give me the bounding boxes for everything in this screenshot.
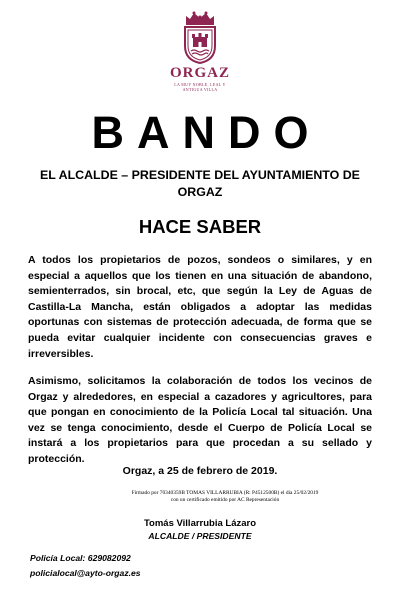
logo-town-name: ORGAZ — [169, 65, 230, 81]
document-date: Orgaz, a 25 de febrero de 2019. — [122, 465, 278, 477]
logo-motto: LA MUY NOBLE, LEAL Y ANTIGUA VILLA — [174, 82, 226, 92]
body-paragraph-1: A todos los propietarios de pozos, sondeos o similares, y en especial a aquellos que los tienen en una situación de abandono, semienterrados, sin brocal, etc, que según la Ley de Aguas de Castilla-La Mancha, están obligados a adoptar las medidas oportunas con sistemas de protección adecuada, de forma que se pueda evitar cualquier incidente con consecuencias graves e irreversibles. — [28, 254, 372, 360]
signer-role: ALCALDE / PRESIDENTE — [148, 531, 252, 541]
coat-of-arms-icon — [180, 10, 220, 64]
police-email: policialocal@ayto-orgaz.es — [30, 568, 141, 578]
town-logo — [168, 10, 232, 106]
digital-signature-stamp: Firmado por 70340359B TOMAS VILLARRUBIA (R: P4512500B) el día 25/02/2019 con un certificado emitido por AC Representación — [131, 490, 319, 503]
document-subtitle: EL ALCALDE – PRESIDENTE DEL AYUNTAMIENTO DE ORGAZ — [40, 168, 360, 199]
document-title: BANDO — [91, 107, 322, 158]
signer-name: Tomás Villarrubia Lázaro — [143, 518, 257, 529]
police-phone: Policía Local: 629082092 — [30, 553, 131, 563]
body-paragraph-2: Asimismo, solicitamos la colaboración de todos los vecinos de Orgaz y alrededores, en especial a cazadores y agricultores, para que pongan en conocimiento de la Policía Local tal situación. Una vez se tenga conocimiento, desde el Cuerpo de Policía Local se instará a los propietarios para que procedan a su sellado y protección. — [28, 375, 372, 465]
section-heading: HACE SABER — [138, 216, 262, 237]
